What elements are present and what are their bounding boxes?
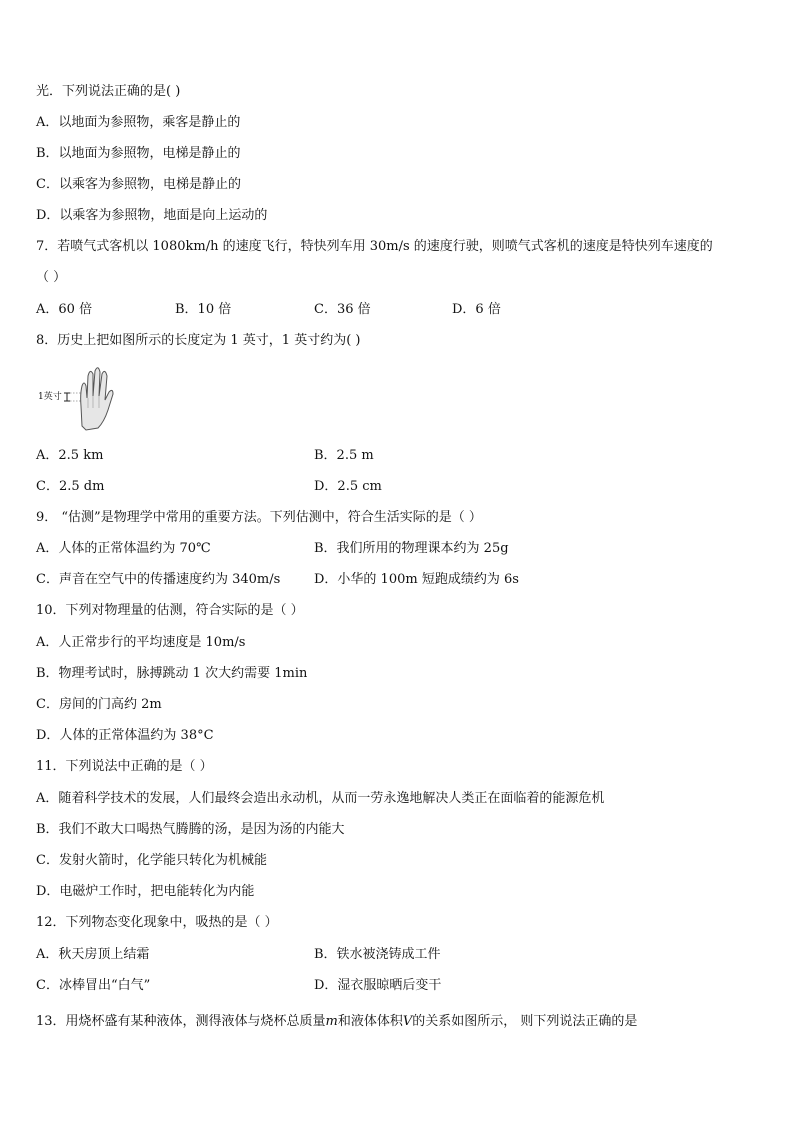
q7-option-d: D．6 倍 xyxy=(452,302,501,317)
q8-option-a: A．2.5 km xyxy=(36,448,104,463)
q12-option-c: C．冰棒冒出“白气” xyxy=(36,978,151,993)
q11-stem: 11．下列说法中正确的是（ ） xyxy=(36,759,213,774)
q9-stem: 9． “估测”是物理学中常用的重要方法。下列估测中，符合生活实际的是（ ） xyxy=(36,510,482,525)
q7-option-b: B．10 倍 xyxy=(175,302,232,317)
q6-option-c: C．以乘客为参照物，电梯是静止的 xyxy=(36,177,241,192)
q11-option-a: A．随着科学技术的发展，人们最终会造出永动机，从而一劳永逸地解决人类正在面临着的能源危机 xyxy=(36,791,605,806)
q9-option-d: D．小华的 100m 短跑成绩约为 6s xyxy=(314,572,519,587)
q12-option-d: D．湿衣服晾晒后变干 xyxy=(314,978,442,993)
q7-answer-paren: （ ） xyxy=(36,270,67,285)
q10-option-d: D．人体的正常体温约为 38°C xyxy=(36,728,214,743)
q6-option-d: D．以乘客为参照物，地面是向上运动的 xyxy=(36,208,268,223)
q13-stem-part3: 的关系如图所示， 则下列说法正确的是 xyxy=(412,1014,638,1029)
q9-option-b: B．我们所用的物理课本约为 25g xyxy=(314,541,509,556)
q6-stem: 光．下列说法正确的是( ) xyxy=(36,84,181,99)
q13-stem-part2: 和液体体积 xyxy=(337,1014,403,1029)
q7-option-c: C．36 倍 xyxy=(314,302,371,317)
q9-option-a: A．人体的正常体温约为 70℃ xyxy=(36,541,211,556)
q9-option-c: C．声音在空气中的传播速度约为 340m/s xyxy=(36,572,281,587)
q6-option-b: B．以地面为参照物，电梯是静止的 xyxy=(36,146,241,161)
q7-option-a: A．60 倍 xyxy=(36,302,93,317)
q13-stem xyxy=(36,1013,637,1031)
q8-option-b: B．2.5 m xyxy=(314,448,374,463)
q13-stem-part1: 13．用烧杯盛有某种液体，测得液体与烧杯总质量 xyxy=(36,1014,326,1029)
q12-option-b: B．铁水被浇铸成工件 xyxy=(314,947,441,962)
q13-var-v: V xyxy=(402,1014,413,1029)
q12-option-a: A．秋天房顶上结霜 xyxy=(36,947,150,962)
q7-stem: 7．若喷气式客机以 1080km/h 的速度飞行，特快列车用 30m/s 的速度行驶，则喷气式客机的速度是特快列车速度的 xyxy=(36,239,713,254)
q11-option-d: D．电磁炉工作时，把电能转化为内能 xyxy=(36,884,255,899)
q10-option-a: A．人正常步行的平均速度是 10m/s xyxy=(36,635,246,650)
figure-label: 1英寸 xyxy=(38,392,62,402)
q8-option-c: C．2.5 dm xyxy=(36,479,105,494)
q11-option-c: C．发射火箭时，化学能只转化为机械能 xyxy=(36,853,267,868)
hand-figure xyxy=(38,364,128,434)
q8-stem: 8．历史上把如图所示的长度定为 1 英寸，1 英寸约为( ) xyxy=(36,333,361,348)
q10-option-b: B．物理考试时，脉搏跳动 1 次大约需要 1min xyxy=(36,666,308,681)
q12-stem: 12．下列物态变化现象中，吸热的是（ ） xyxy=(36,915,278,930)
q11-option-b: B．我们不敢大口喝热气腾腾的汤，是因为汤的内能大 xyxy=(36,822,345,837)
q6-option-a: A．以地面为参照物，乘客是静止的 xyxy=(36,115,241,130)
q8-option-d: D．2.5 cm xyxy=(314,479,382,494)
q13-var-m: m xyxy=(325,1014,338,1029)
q10-option-c: C．房间的门高约 2m xyxy=(36,697,162,712)
q10-stem: 10．下列对物理量的估测，符合实际的是（ ） xyxy=(36,603,304,618)
